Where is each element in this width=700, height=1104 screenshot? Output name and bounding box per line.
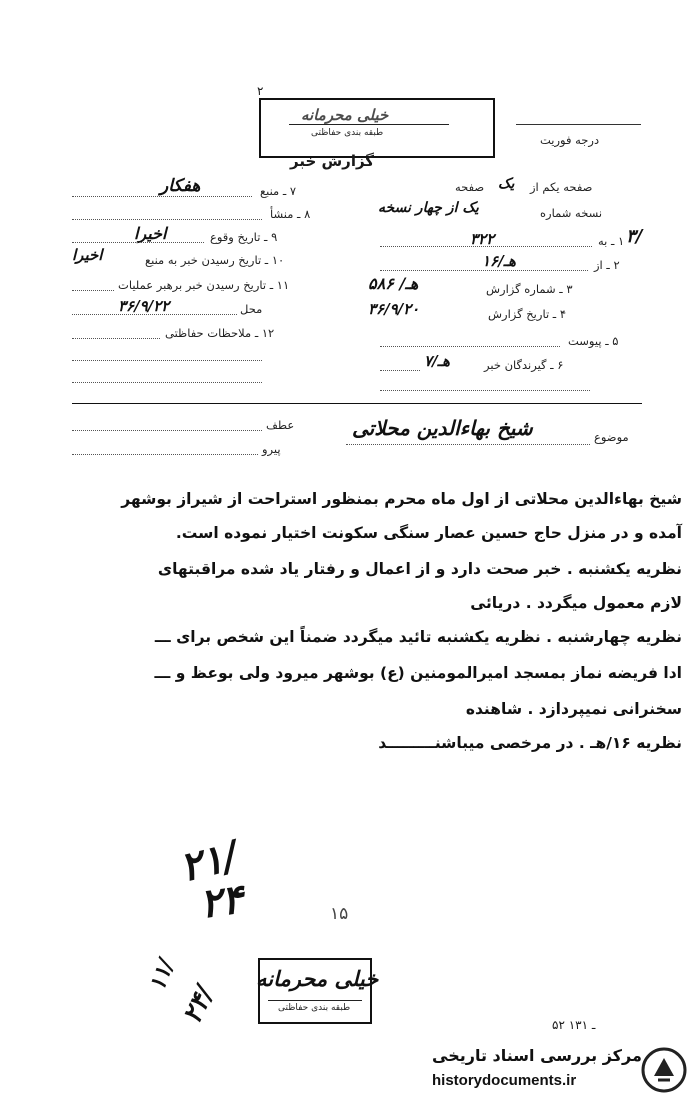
body-line-6: ادا فریضه نماز بمسجد امیرالمومنین (ع) بوشهر میرود ولی بوعظ و ـــ bbox=[154, 664, 682, 682]
place-dots bbox=[72, 314, 237, 315]
subject-label: موضوع bbox=[594, 430, 629, 444]
ref-label: عطف bbox=[266, 418, 295, 432]
field-4-value: ۳۶/۹/۲۰ bbox=[368, 300, 420, 318]
header-separator bbox=[72, 403, 642, 404]
body-line-2: آمده و در منزل حاج حسین عصار سنگی سکونت اختیار نموده است. bbox=[175, 524, 682, 542]
follow-label: پیرو bbox=[262, 442, 281, 456]
field-5-label: ۵ ـ پیوست bbox=[568, 334, 619, 348]
field-2-dots bbox=[380, 270, 588, 271]
field-copy-value: یک از چهار نسخه bbox=[378, 200, 479, 216]
body-line-7: سخنرانی نمیپردازد . شاهنده bbox=[465, 700, 682, 718]
hand-note-4: ۲۴/ bbox=[177, 981, 221, 1029]
field-8-dots bbox=[72, 219, 262, 220]
field-6-value: ۷/هـ bbox=[424, 352, 450, 370]
field-7-value: هفکار bbox=[160, 176, 201, 196]
field-page-value: یک bbox=[498, 176, 515, 192]
watermark-url: historydocuments.ir bbox=[432, 1072, 577, 1089]
field-10-value: اخیرا bbox=[72, 246, 103, 264]
field-6-label: ۶ ـ گیرندگان خبر bbox=[484, 358, 564, 372]
field-2-value: ۱۶/هـ bbox=[482, 252, 516, 270]
field-7-label: ۷ ـ منبع bbox=[260, 184, 297, 198]
field-copy-label: نسخه شماره bbox=[540, 206, 603, 220]
field-3-value: ۵۸۶ /هـ bbox=[368, 274, 419, 293]
field-11-label: ۱۱ ـ تاریخ رسیدن خبر برهبر عملیات bbox=[118, 278, 290, 292]
field-6-dots-2 bbox=[380, 390, 590, 391]
body-line-5: نظریه چهارشنبه . نظریه یکشنبه تائید میگردد ضمناً این شخص برای ـــ bbox=[154, 628, 682, 646]
field-8-label: ۸ ـ منشأ bbox=[270, 207, 311, 221]
field-page-suffix: صفحه bbox=[455, 180, 485, 194]
corner-mark: ۲ bbox=[257, 84, 264, 98]
top-stamp-caption: طبقه بندی حفاظتی bbox=[311, 128, 384, 138]
priority-label: درجه فوریت bbox=[540, 133, 600, 147]
field-9-label: ۹ ـ تاریخ وقوع bbox=[210, 230, 278, 244]
body-line-3: نظریه یکشنبه . خبر صحت دارد و از اعمال و رفتار یاد شده مراقبتهای bbox=[157, 560, 682, 578]
field-1-label: ۱ ـ به bbox=[598, 234, 625, 248]
body-line-4: لازم معمول میگردد . دریائی bbox=[470, 594, 682, 612]
archive-logo-icon bbox=[640, 1046, 688, 1094]
top-stamp-handwriting: خیلی محرمانه bbox=[301, 106, 389, 124]
field-9-value: اخیرا bbox=[134, 224, 167, 243]
hand-note-2: ۲۴ bbox=[196, 875, 247, 928]
ref-dots bbox=[72, 430, 262, 431]
bottom-stamp-caption: طبقه بندی حفاظتی bbox=[278, 1003, 351, 1013]
watermark-title: مرکز بررسی اسناد تاریخی bbox=[432, 1046, 642, 1065]
doc-code: ۵۲ ـ ۱۳۱ bbox=[552, 1018, 596, 1032]
place-label: محل bbox=[240, 302, 263, 316]
body-line-1: شیخ بهاءالدین محلاتی از اول ماه محرم بمنظور استراحت از شیراز بوشهر bbox=[121, 490, 682, 508]
margin-note: ۳/ bbox=[626, 226, 643, 247]
field-5-dots bbox=[380, 346, 560, 347]
field-1-dots bbox=[380, 246, 592, 247]
field-12-dots-3 bbox=[72, 382, 262, 383]
field-2-label: ۲ ـ از bbox=[594, 258, 620, 272]
priority-line bbox=[516, 124, 641, 125]
field-1-value: ۳۲۲ bbox=[470, 230, 495, 248]
report-title: گزارش خبر bbox=[290, 152, 375, 170]
field-12-dots bbox=[72, 338, 160, 339]
field-6-dots bbox=[380, 370, 420, 371]
field-page-label: صفحه یکم از bbox=[530, 180, 593, 194]
bottom-stamp-divider bbox=[268, 1000, 362, 1001]
place-value: ۳۶/۹/۲۲ bbox=[118, 297, 170, 315]
field-11-dots bbox=[72, 290, 114, 291]
top-classification-stamp bbox=[259, 98, 495, 158]
subject-dots bbox=[346, 444, 590, 445]
hand-note-3: ۱۱/ bbox=[144, 955, 180, 995]
follow-dots bbox=[72, 454, 258, 455]
hand-note-1: ۲۱/ bbox=[175, 831, 243, 892]
watermark bbox=[418, 1042, 690, 1098]
field-12-dots-2 bbox=[72, 360, 262, 361]
bottom-stamp-handwriting: خیلی محرمانه bbox=[256, 966, 379, 991]
field-3-label: ۳ ـ شماره گزارش bbox=[486, 282, 573, 296]
field-12-label: ۱۲ ـ ملاحظات حفاظتی bbox=[165, 326, 275, 340]
field-7-dots bbox=[72, 196, 252, 197]
field-4-label: ۴ ـ تاریخ گزارش bbox=[488, 307, 567, 321]
stamp-divider bbox=[289, 124, 449, 125]
body-line-8: نظریه ۱۶/هـ . در مرخصی میباشنـــــــــد bbox=[378, 734, 682, 752]
page-number: ۱۵ bbox=[330, 904, 349, 924]
bottom-classification-stamp bbox=[256, 958, 379, 1024]
field-9-dots bbox=[72, 242, 204, 243]
subject-value: شیخ بهاءالدین محلاتی bbox=[352, 416, 533, 440]
field-10-label: ۱۰ ـ تاریخ رسیدن خبر به منبع bbox=[145, 253, 285, 267]
